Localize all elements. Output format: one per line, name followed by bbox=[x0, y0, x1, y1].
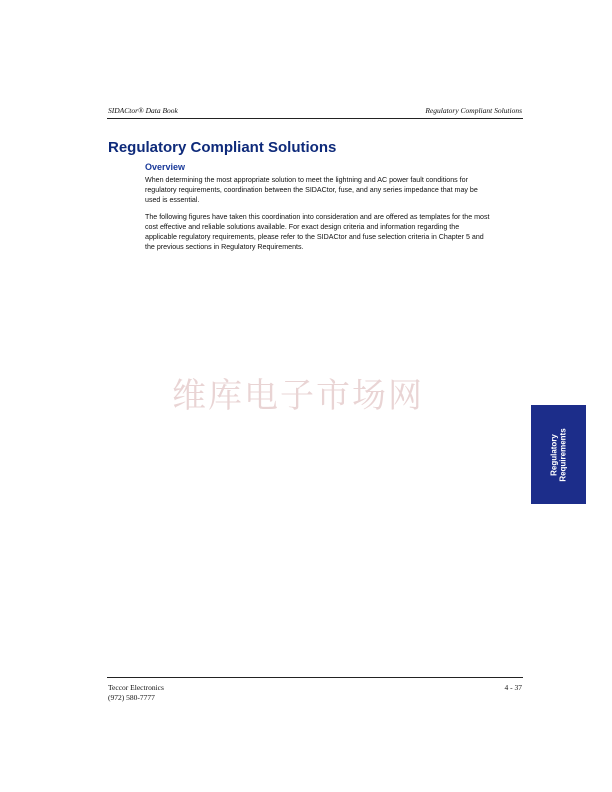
side-tab-line: Requirements bbox=[558, 427, 568, 482]
page-title: Regulatory Compliant Solutions bbox=[108, 139, 337, 156]
section-heading: Overview bbox=[145, 162, 186, 172]
footer-company: Teccor Electronics bbox=[108, 683, 164, 692]
header-section-title: Regulatory Compliant Solutions bbox=[425, 106, 522, 115]
page-number: 4 - 37 bbox=[504, 683, 522, 692]
footer-phone: (972) 580-7777 bbox=[108, 693, 155, 702]
body-paragraph: The following figures have taken this coordination into consideration and are offered as templates for the most cost effective and reliable solutions available. For exact design criteria and information regarding the applicable regulatory requirements, please refer to the SIDACtor and fuse selection criteria in Chapter 5 and the previous sections in Regulatory Requirements. bbox=[145, 213, 490, 251]
header-divider bbox=[107, 118, 523, 119]
side-tab-line: Regulatory bbox=[549, 433, 559, 476]
footer-contact bbox=[108, 683, 164, 703]
side-tab bbox=[531, 405, 586, 504]
body-paragraph: When determining the most appropriate solution to meet the lightning and AC power fault conditions for regulatory requirements, coordination between the SIDACtor, fuse, and any series impedance that may be used is essential. bbox=[145, 176, 478, 204]
watermark: 维库电子市场网 bbox=[172, 376, 424, 416]
header-book-title: SIDACtor® Data Book bbox=[108, 106, 178, 115]
footer-divider bbox=[107, 677, 523, 678]
side-tab-label bbox=[549, 428, 567, 481]
